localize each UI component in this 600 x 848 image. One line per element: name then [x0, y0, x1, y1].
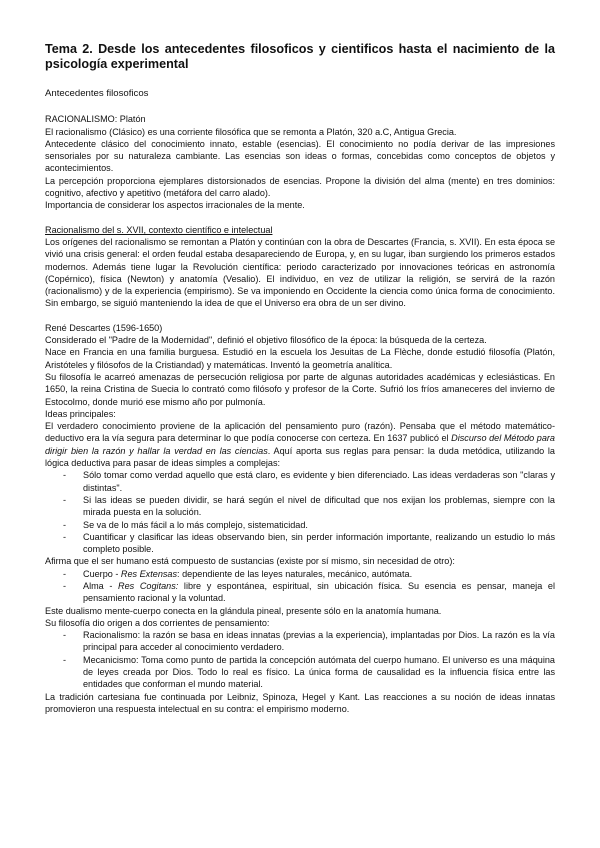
descartes-heading: René Descartes (1596-1650) — [45, 322, 163, 333]
method-rules-list — [45, 469, 555, 555]
list-item — [83, 568, 555, 580]
text-span: Alma - — [83, 580, 119, 591]
list-item: - Si las ideas se pueden dividir, se hará según el nivel de dificultad que nos exijan los problemas, siempre con la mirada puesta en la solución. — [83, 494, 555, 519]
ideas-label: Ideas principales: — [45, 408, 116, 419]
descartes-paragraph: La tradición cartesiana fue continuada por Leibniz, Spinoza, Hegel y Kant. Las reacciones a su noción de ideas innatas promovieron una respuesta intelectual en su contra: el empirismo moderno. — [45, 691, 555, 714]
latin-term: Res Cogitans: — [118, 580, 179, 591]
racionalismo-paragraph: Antecedente clásico del conocimiento innato, estable (esencias). El conocimiento no podía derivar de las impresiones sensoriales por su naturaleza cambiante. Las esencias son ideas o formas, concebidas como conceptos de objetos y acontecimientos. — [45, 138, 555, 174]
descartes-method-paragraph — [45, 420, 555, 469]
descartes-paragraph: Su filosofía dio origen a dos corrientes de pensamiento: — [45, 617, 270, 628]
list-item: - Mecanicismo: Toma como punto de partida la concepción autómata del cuerpo humano. El universo es una máquina de leyes creada por Dios. Todo lo real es físico. La única forma de causalidad es la influencia física entre las entidades que conforman el mundo material. — [83, 654, 555, 691]
siglo-xvii-heading: Racionalismo del s. XVII, contexto científico e intelectual — [45, 224, 273, 235]
text-span: . Aquí aporta sus reglas para pensar: la duda metódica, utilizando la lógica deductiva para pasar de ideas simples a complejas: — [45, 445, 555, 469]
descartes-paragraph: Considerado el "Padre de la Modernidad", definió el objetivo filosófico de la época: la búsqueda de la certeza. — [45, 335, 487, 346]
descartes-paragraph: Nace en Francia en una familia burguesa. Estudió en la escuela los Jesuitas de La Flèche, donde estudió filosofía (Platón, Aristóteles y filósofos de la Cristiandad) y matemáticas. Inventó la geometría analítica. — [45, 347, 555, 370]
text-span: libre y espontánea, espiritual, sin ubicación física. Su esencia es pensar, maneja el pensamiento racional y la voluntad. — [83, 580, 555, 604]
siglo-xvii-paragraph: Los orígenes del racionalismo se remontan a Platón y continúan con la obra de Descartes (Francia, s. XVII). En esta época se vivió una crisis general: el orden feudal estaba desapareciendo de Europa, y, en su lugar, iban surgiendo los primeros estados modernos. Además tiene lugar la Revolución científica: periodo caracterizado por innovaciones teóricas en astronomía (Copérnico), física (Newton) y anatomía (Vesalio). El individuo, en vez de utilizar la religión, se servirá de la razón (racionalismo) y de la experiencia (empirismo). Se va imponiendo en Occidente la ciencia como única forma de conocimiento. Sin embargo, se siguió manteniendo la idea de que el Universo era obra de un ser divino. — [45, 236, 555, 309]
list-item: - Cuantificar y clasificar las ideas observando bien, sin perder información importante, realizando un estudio lo más completo posible. — [83, 531, 555, 556]
currents-list — [45, 629, 555, 690]
descartes-paragraph: Su filosofía le acarreó amenazas de persecución religiosa por parte de algunas autoridades académicas y eclesiásticas. En 1650, la reina Cristina de Suecia lo contrató como filósofo y profesor de la Corte. Sufrió los fríos amaneceres del invierno de Estocolmo, donde murió ese mismo año por pulmonía. — [45, 371, 555, 407]
racionalismo-paragraph: La percepción proporciona ejemplares distorsionados de esencias. Propone la división del alma (mente) en tres dominios: cognitivo, afectivo y apetitivo (metáfora del carro alado). — [45, 175, 555, 199]
list-item — [83, 580, 555, 605]
document-title: Tema 2. Desde los antecedentes filosoficos y cientificos hasta el nacimiento de la psicología experimental — [45, 42, 555, 71]
section-subheading: Antecedentes filosoficos — [45, 88, 149, 99]
text-span: Cuerpo - — [83, 568, 121, 579]
racionalismo-paragraph: El racionalismo (Clásico) es una corriente filosófica que se remonta a Platón, 320 a.C, Antigua Grecia. — [45, 126, 457, 137]
descartes-paragraph: Este dualismo mente-cuerpo conecta en la glándula pineal, presente sólo en la anatomía humana. — [45, 605, 442, 616]
list-item: - Racionalismo: la razón se basa en ideas innatas (previas a la experiencia), implantadas por Dios. La razón es la vía principal para acceder al conocimiento verdadero. — [83, 629, 555, 654]
document-body — [45, 42, 555, 715]
book-title: Discurso del Método para dirigir bien la razón y hallar la verdad en las ciencias — [45, 433, 555, 456]
text-span: El verdadero conocimiento proviene de la aplicación del pensamiento puro (razón). Pensaba que el método matemático-deductivo era la vía segura para determinar lo que podía conocerse con certeza. En 1637 publicó el — [45, 421, 555, 444]
latin-term: Res Extensas — [120, 568, 178, 579]
descartes-paragraph: Afirma que el ser humano está compuesto de sustancias (existe por sí mismo, sin necesidad de otro): — [45, 556, 455, 567]
racionalismo-heading: RACIONALISMO: Platón — [45, 114, 146, 125]
list-item: - Se va de lo más fácil a lo más complejo, sistematicidad. — [83, 519, 555, 531]
list-item: - Sólo tomar como verdad aquello que está claro, es evidente y bien diferenciado. Las ideas verdaderas son "claras y distintas". — [83, 469, 555, 494]
racionalismo-paragraph: Importancia de considerar los aspectos irracionales de la mente. — [45, 200, 305, 211]
substances-list — [45, 568, 555, 605]
text-span: : dependiente de las leyes naturales, mecánico, autómata. — [177, 568, 413, 579]
